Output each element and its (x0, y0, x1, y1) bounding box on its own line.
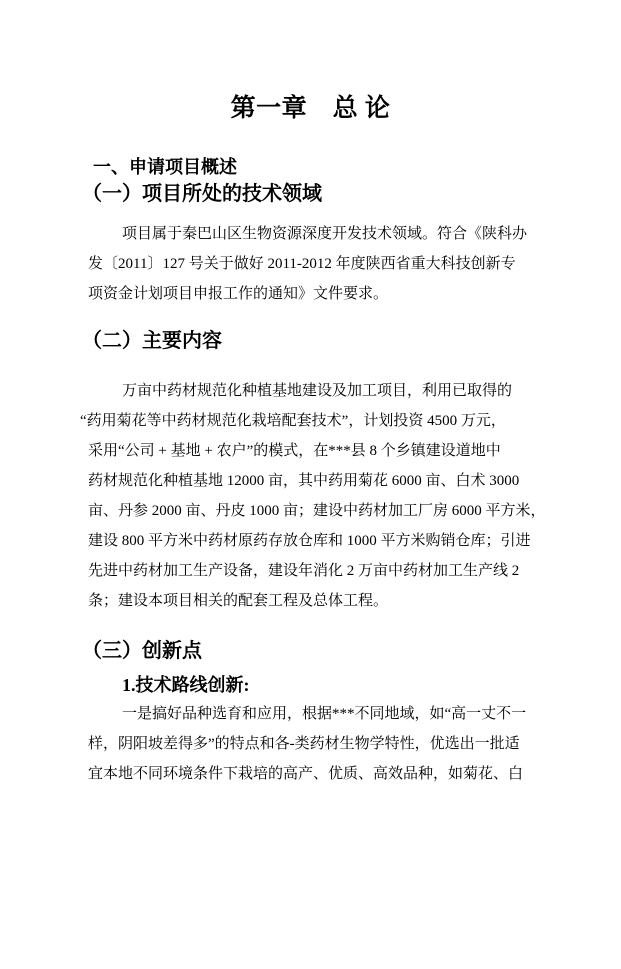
paragraph-main-content (80, 376, 546, 616)
subsection-heading-main-content: （二）主要内容 (82, 330, 222, 352)
chapter-title: 第一章 总 论 (230, 95, 391, 122)
body-line: 条；建设本项目相关的配套工程及总体工程。 (88, 593, 389, 609)
subsection-heading-tech-field: （一）项目所处的技术领域 (82, 183, 322, 205)
subsection-heading-innovation: （三）创新点 (82, 640, 202, 662)
section-heading-application-overview: 一、申请项目概述 (93, 157, 237, 177)
body-line: “药用菊花等中药材规范化栽培配套技术”，计划投资 4500 万元， (80, 413, 506, 429)
body-line: 发〔2011〕127 号关于做好 2011-2012 年度陕西省重大科技创新专 (88, 256, 516, 272)
body-line: 宜本地不同环境条件下栽培的高产、优质、高效品种，如菊花、白 (88, 766, 524, 782)
body-line: 样，阴阳坡差得多”的特点和各-类药材生物学特性，优选出一批适 (88, 736, 520, 752)
paragraph-innovation (88, 699, 533, 789)
body-line: 亩、丹参 2000 亩、丹皮 1000 亩；建设中药材加工厂房 6000 平方米， (88, 503, 546, 519)
body-line: 先进中药材加工生产设备，建设年消化 2 万亩中药材加工生产线 2 (88, 563, 520, 579)
body-line: 项目属于秦巴山区生物资源深度开发技术领域。符合《陕科办 (122, 226, 528, 242)
body-line: 建设 800 平方米中药材原药存放仓库和 1000 平方米购销仓库；引进 (88, 533, 531, 549)
body-line: 一是搞好品种选育和应用，根据***不同地域，如“高一丈不一 (122, 706, 527, 722)
paragraph-tech-field (88, 219, 533, 309)
point-heading-tech-route: 1.技术路线创新: (122, 675, 250, 695)
body-line: 万亩中药材规范化种植基地建设及加工项目，利用已取得的 (122, 383, 513, 399)
document-page (0, 92, 621, 969)
body-line: 药材规范化种植基地 12000 亩，其中药用菊花 6000 亩、白术 3000 (88, 473, 520, 489)
body-line: 采用“公司 + 基地 + 农户”的模式，在***县 8 个乡镇建设道地中 (88, 443, 501, 459)
body-line: 项资金计划项目申报工作的通知》文件要求。 (88, 286, 389, 302)
